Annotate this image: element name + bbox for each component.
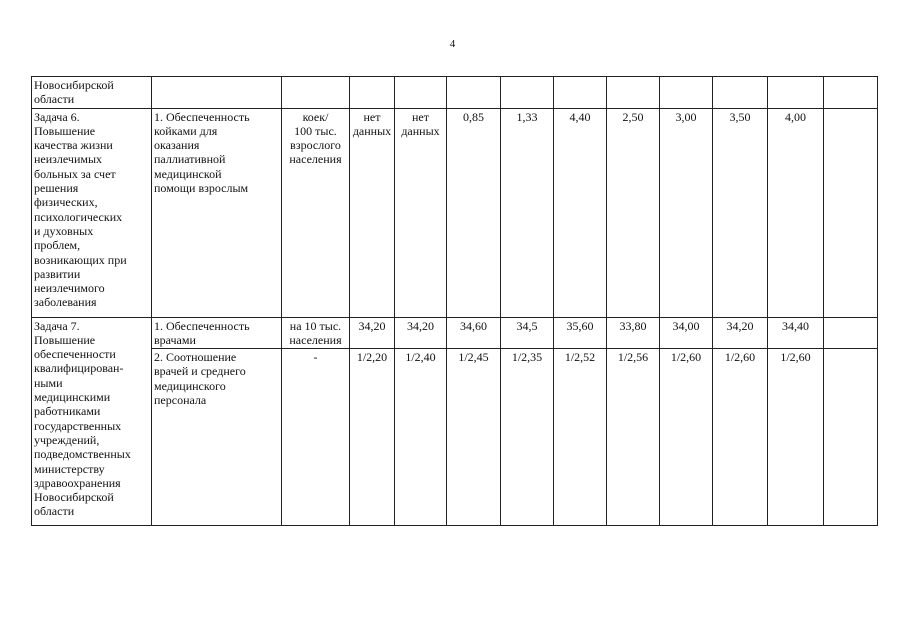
value-cell: [350, 77, 395, 109]
value-cell: 34,40: [768, 317, 824, 349]
task-cell: Задача 6. Повышение качества жизни неизлечимых больных за счет решения физических, психологических и духовных проблем, возникающих при развитии неизлечимого заболевания: [32, 108, 152, 317]
value-cell: 34,60: [447, 317, 501, 349]
value-cell: 34,20: [713, 317, 768, 349]
value-cell: 3,50: [713, 108, 768, 317]
value-cell: 1/2,20: [350, 349, 395, 526]
value-cell: 1/2,60: [660, 349, 713, 526]
value-cell: 34,5: [501, 317, 554, 349]
value-cell: 2,50: [607, 108, 660, 317]
value-cell: 34,00: [660, 317, 713, 349]
unit-cell: -: [282, 349, 350, 526]
indicator-cell: 2. Соотношение врачей и среднего медицинского персонала: [152, 349, 282, 526]
indicator-cell: 1. Обеспеченность врачами: [152, 317, 282, 349]
value-cell: нет данных: [350, 108, 395, 317]
table-row: [32, 317, 878, 349]
unit-cell: на 10 тыс. населения: [282, 317, 350, 349]
table-row: [32, 77, 878, 109]
value-cell: [824, 317, 878, 349]
value-cell: 4,00: [768, 108, 824, 317]
value-cell: [395, 77, 447, 109]
value-cell: [660, 77, 713, 109]
value-cell: 4,40: [554, 108, 607, 317]
value-cell: [554, 77, 607, 109]
value-cell: 1/2,60: [713, 349, 768, 526]
unit-cell: коек/ 100 тыс. взрослого населения: [282, 108, 350, 317]
value-cell: [824, 77, 878, 109]
value-cell: 33,80: [607, 317, 660, 349]
value-cell: [501, 77, 554, 109]
value-cell: 1,33: [501, 108, 554, 317]
page-number: 4: [449, 38, 456, 50]
value-cell: нет данных: [395, 108, 447, 317]
value-cell: 1/2,45: [447, 349, 501, 526]
task-cell: Задача 7. Повышение обеспеченности квалифицирован- ными медицинскими работниками государственных учреждений, подведомственных министерству здравоохранения Новосибирской области: [32, 317, 152, 526]
value-cell: [607, 77, 660, 109]
task-cell: Новосибирской области: [32, 77, 152, 109]
value-cell: 1/2,56: [607, 349, 660, 526]
value-cell: 0,85: [447, 108, 501, 317]
indicator-cell: 1. Обеспеченность койками для оказания паллиативной медицинской помощи взрослым: [152, 108, 282, 317]
value-cell: 1/2,60: [768, 349, 824, 526]
table-row: [32, 108, 878, 317]
value-cell: [824, 349, 878, 526]
indicators-table: [31, 76, 878, 526]
value-cell: 1/2,40: [395, 349, 447, 526]
value-cell: 1/2,52: [554, 349, 607, 526]
value-cell: [447, 77, 501, 109]
value-cell: 35,60: [554, 317, 607, 349]
value-cell: [824, 108, 878, 317]
value-cell: 34,20: [395, 317, 447, 349]
unit-cell: [282, 77, 350, 109]
value-cell: 34,20: [350, 317, 395, 349]
indicator-cell: [152, 77, 282, 109]
value-cell: 3,00: [660, 108, 713, 317]
value-cell: 1/2,35: [501, 349, 554, 526]
value-cell: [768, 77, 824, 109]
table-row: [32, 349, 878, 526]
value-cell: [713, 77, 768, 109]
